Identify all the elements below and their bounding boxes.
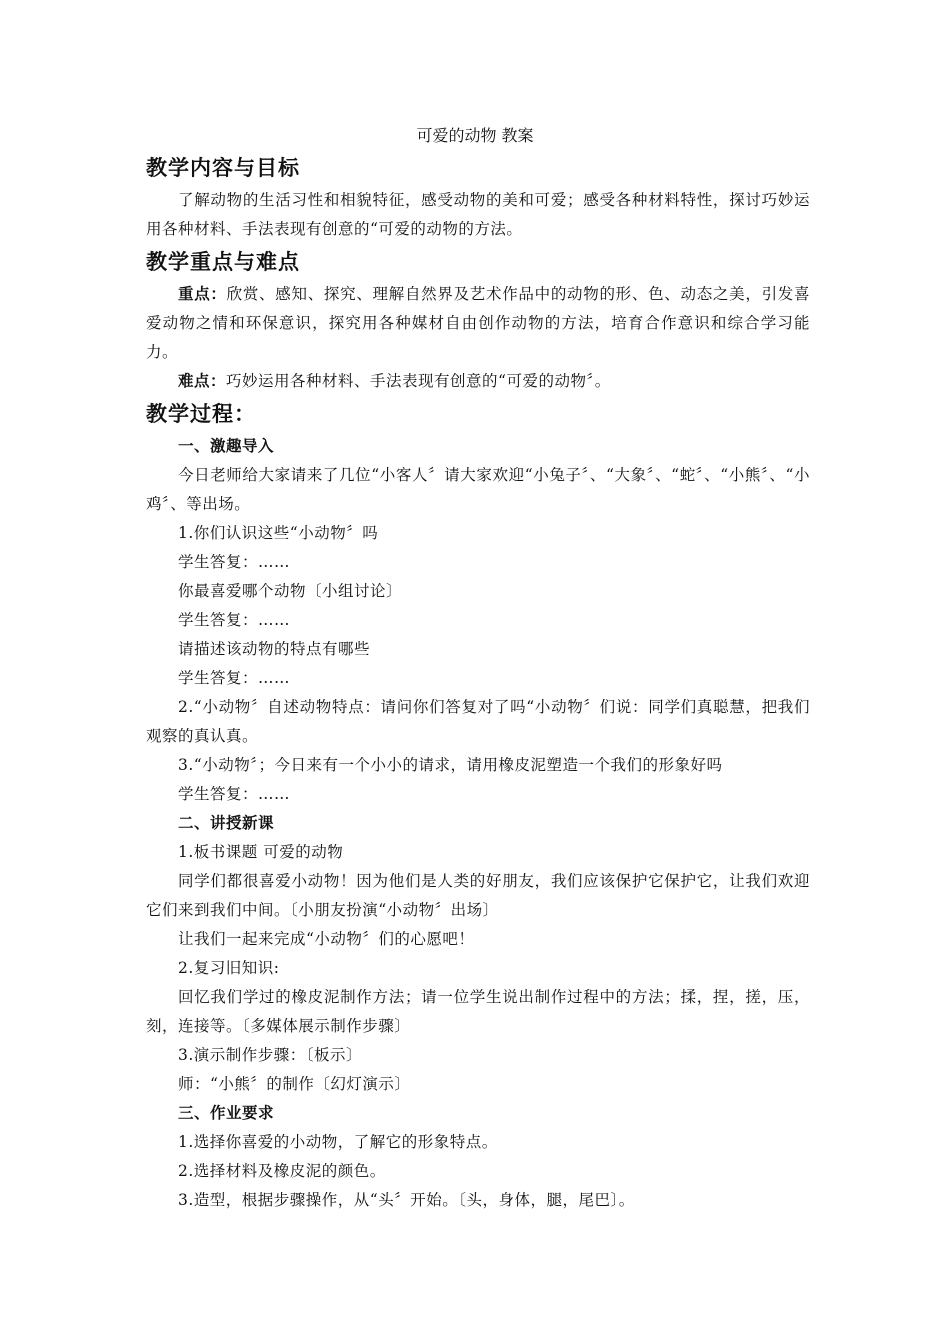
key-point-label: 重点： — [178, 285, 227, 303]
part2-line: 3.演示制作步骤：〔板示〕 — [178, 1046, 363, 1064]
part2-heading: 二、讲授新课 — [178, 814, 275, 832]
part2-line: 同学们都很喜爱小动物！因为他们是人类的好朋友，我们应该保护它保护它，让我们欢迎它们来到我们中间。〔小朋友扮演“小动物〞出场〕 — [146, 872, 810, 919]
difficulty-paragraph — [146, 367, 810, 396]
heading-process: 教学过程： — [146, 402, 256, 426]
part2-line: 回忆我们学过的橡皮泥制作方法；请一位学生说出制作过程中的方法；揉，捏，搓，压，刻，连接等。〔多媒体展示制作步骤〕 — [146, 988, 810, 1035]
part1-line: 今日老师给大家请来了几位“小客人〞请大家欢迎“小兔子〞、“大象〞、“蛇〞、“小熊〞、“小鸡〞、等出场。 — [146, 466, 810, 513]
part1-line: 请描述该动物的特点有哪些 — [178, 640, 371, 658]
difficulty-label: 难点： — [178, 372, 227, 390]
part1-heading: 一、激趣导入 — [178, 437, 275, 455]
document-body — [146, 150, 810, 1215]
goals-paragraph: 了解动物的生活习性和相貌特征，感受动物的美和可爱；感受各种材料特性，探讨巧妙运用各种材料、手法表现有创意的“可爱的动物的方法。 — [146, 191, 810, 238]
part1-line: 学生答复：…… — [178, 669, 291, 687]
part2-line: 2.复习旧知识: — [178, 959, 280, 977]
part1-line: 学生答复：…… — [178, 553, 291, 571]
part3-line: 1.选择你喜爱的小动物，了解它的形象特点。 — [178, 1133, 498, 1151]
difficulty-text: 巧妙运用各种材料、手法表现有创意的“可爱的动物〞。 — [226, 372, 611, 390]
part1-line: 1.你们认识这些“小动物〞吗 — [178, 524, 379, 542]
heading-keypoints: 教学重点与难点 — [146, 250, 300, 274]
part1-line: 学生答复：…… — [178, 611, 291, 629]
part3-heading: 三、作业要求 — [178, 1104, 275, 1122]
part2-line: 1.板书课题 可爱的动物 — [178, 843, 344, 861]
key-point-paragraph — [146, 280, 810, 367]
part3-line: 3.造型，根据步骤操作，从“头〞开始。〔头，身体，腿，尾巴〕。 — [178, 1191, 635, 1209]
part1-line: 你最喜爱哪个动物〔小组讨论〕 — [178, 582, 403, 600]
key-point-text: 欣赏、感知、探究、理解自然界及艺术作品中的动物的形、色、动态之美，引发喜爱动物之情和环保意识，探究用各种媒材自由创作动物的方法，培育合作意识和综合学习能力。 — [146, 285, 810, 361]
part2-line: 师：“小熊〞的制作〔幻灯演示〕 — [178, 1075, 411, 1093]
part1-line: 学生答复：…… — [178, 785, 291, 803]
part1-line: 3.“小动物〞；今日来有一个小小的请求，请用橡皮泥塑造一个我们的形象好吗 — [178, 756, 723, 774]
heading-goals: 教学内容与目标 — [146, 156, 300, 180]
part1-line: 2.“小动物〞自述动物特点：请问你们答复对了吗“小动物〞们说：同学们真聪慧，把我们观察的真认真。 — [146, 698, 810, 745]
document-title: 可爱的动物 教案 — [416, 126, 534, 145]
part2-line: 让我们一起来完成“小动物〞们的心愿吧！ — [178, 930, 475, 948]
part3-line: 2.选择材料及橡皮泥的颜色。 — [178, 1162, 386, 1180]
